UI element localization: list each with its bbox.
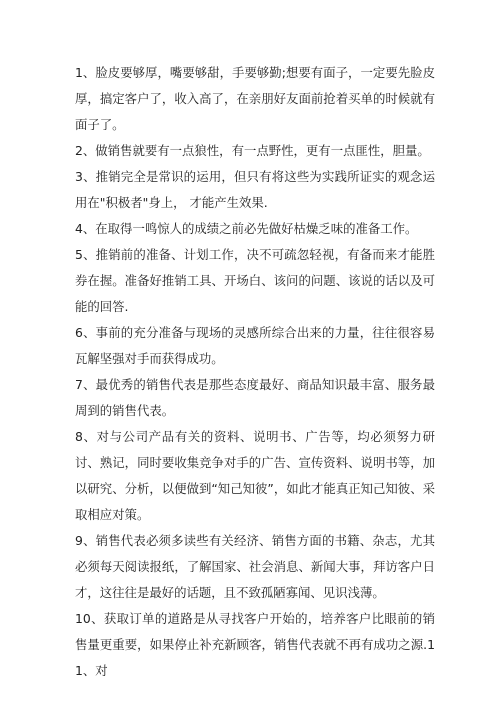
paragraph-3: 3、推销完全是常识的运用，但只有将这些为实践所证实的观念运用在"积极者"身上， 才能产生效果. xyxy=(75,169,435,210)
paragraph-5: 5、推销前的准备、计划工作，决不可疏忽轻视，有备而来才能胜券在握。准备好推销工具、开场白、该问的问题、该说的话以及可能的回答. xyxy=(75,247,435,314)
paragraph-4: 4、在取得一鸣惊人的成绩之前必先做好枯燥乏味的准备工作。 xyxy=(75,221,418,236)
paragraph-10: 10、获取订单的道路是从寻找客户开始的，培养客户比眼前的销售量更重要，如果停止补充新顾客，销售代表就不再有成功之源.11、对 xyxy=(75,611,435,678)
paragraph-2: 2、做销售就要有一点狼性，有一点野性，更有一点匪性，胆量。 xyxy=(75,143,430,158)
document-body xyxy=(75,60,435,684)
paragraph-6: 6、事前的充分准备与现场的灵感所综合出来的力量，往往很容易瓦解坚强对手而获得成功。 xyxy=(75,325,435,366)
paragraph-1: 1、脸皮要够厚，嘴要够甜，手要够勤;想要有面子，一定要先脸皮厚，搞定客户了，收入高了，在亲朋好友面前抢着买单的时候就有面子了。 xyxy=(75,65,435,132)
paragraph-9: 9、销售代表必须多读些有关经济、销售方面的书籍、杂志，尤其必须每天阅读报纸，了解国家、社会消息、新闻大事，拜访客户日才，这往往是最好的话题，且不致孤陋寡闻、见识浅薄。 xyxy=(75,533,435,600)
paragraph-8: 8、对与公司产品有关的资料、说明书、广告等，均必须努力研讨、熟记，同时要收集竞争对手的广告、宣传资料、说明书等，加以研究、分析，以便做到“知己知彼”，如此才能真正知己知彼、采取相应对策。 xyxy=(75,429,435,522)
paragraph-7: 7、最优秀的销售代表是那些态度最好、商品知识最丰富、服务最周到的销售代表。 xyxy=(75,377,435,418)
